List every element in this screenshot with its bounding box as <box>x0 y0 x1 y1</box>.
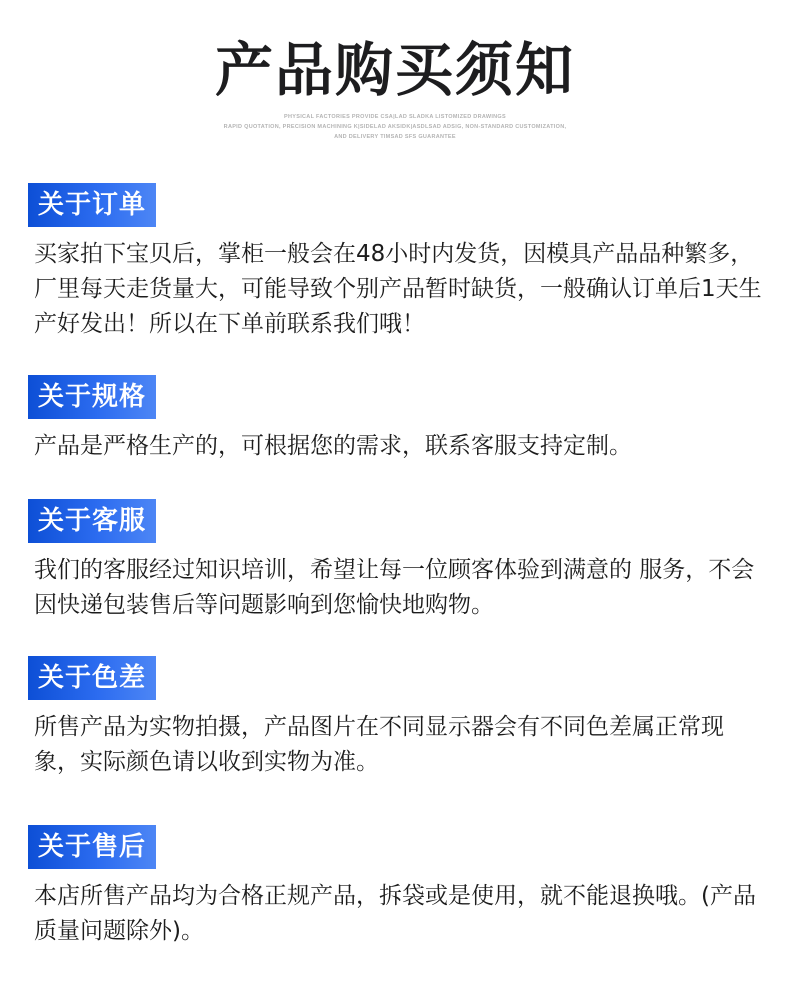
section-service-text: 我们的客服经过知识培训，希望让每一位顾客体验到满意的 服务，不会因快递包装售后等问题影响到您愉快地购物。 <box>34 557 755 618</box>
section-aftersale <box>28 825 768 949</box>
section-color-badge: 关于色差 <box>28 656 156 700</box>
section-order <box>28 183 768 342</box>
subtitle-line-1: PHYSICAL FACTORIES PROVIDE CSA|LAD SLADKA LISTOMIZED DRAWINGS <box>284 114 506 120</box>
section-aftersale-badge: 关于售后 <box>28 825 156 869</box>
section-spec <box>28 375 768 464</box>
section-spec-text: 产品是严格生产的，可根据您的需求，联系客服支持定制。 <box>34 433 632 459</box>
section-aftersale-text: 本店所售产品均为合格正规产品，拆袋或是使用，就不能退换哦。(产品质量问题除外)。 <box>34 883 756 944</box>
section-service-badge: 关于客服 <box>28 499 156 543</box>
section-service <box>28 499 768 623</box>
page-title: 产品购买须知 <box>214 36 575 104</box>
subtitle-line-3: AND DELIVERY TIMSAD SFS GUARANTEE <box>334 134 456 140</box>
section-order-text: 买家拍下宝贝后，掌柜一般会在48小时内发货，因模具产品品种繁多，厂里每天走货量大，可能导致个别产品暂时缺货，一般确认订单后1天生产好发出！所以在下单前联系我们哦！ <box>34 241 762 337</box>
subtitle-line-2: RAPID QUOTATION, PRECISION MACHINING K|SIDELAD AKSIDK|ASDLSAD ADSIG, NON-STANDARD CUSTOMIZATION, <box>223 124 567 130</box>
section-order-badge: 关于订单 <box>28 183 156 227</box>
section-spec-badge: 关于规格 <box>28 375 156 419</box>
section-color-text: 所售产品为实物拍摄，产品图片在不同显示器会有不同色差属正常现象，实际颜色请以收到实物为准。 <box>34 714 724 775</box>
section-color <box>28 656 768 780</box>
